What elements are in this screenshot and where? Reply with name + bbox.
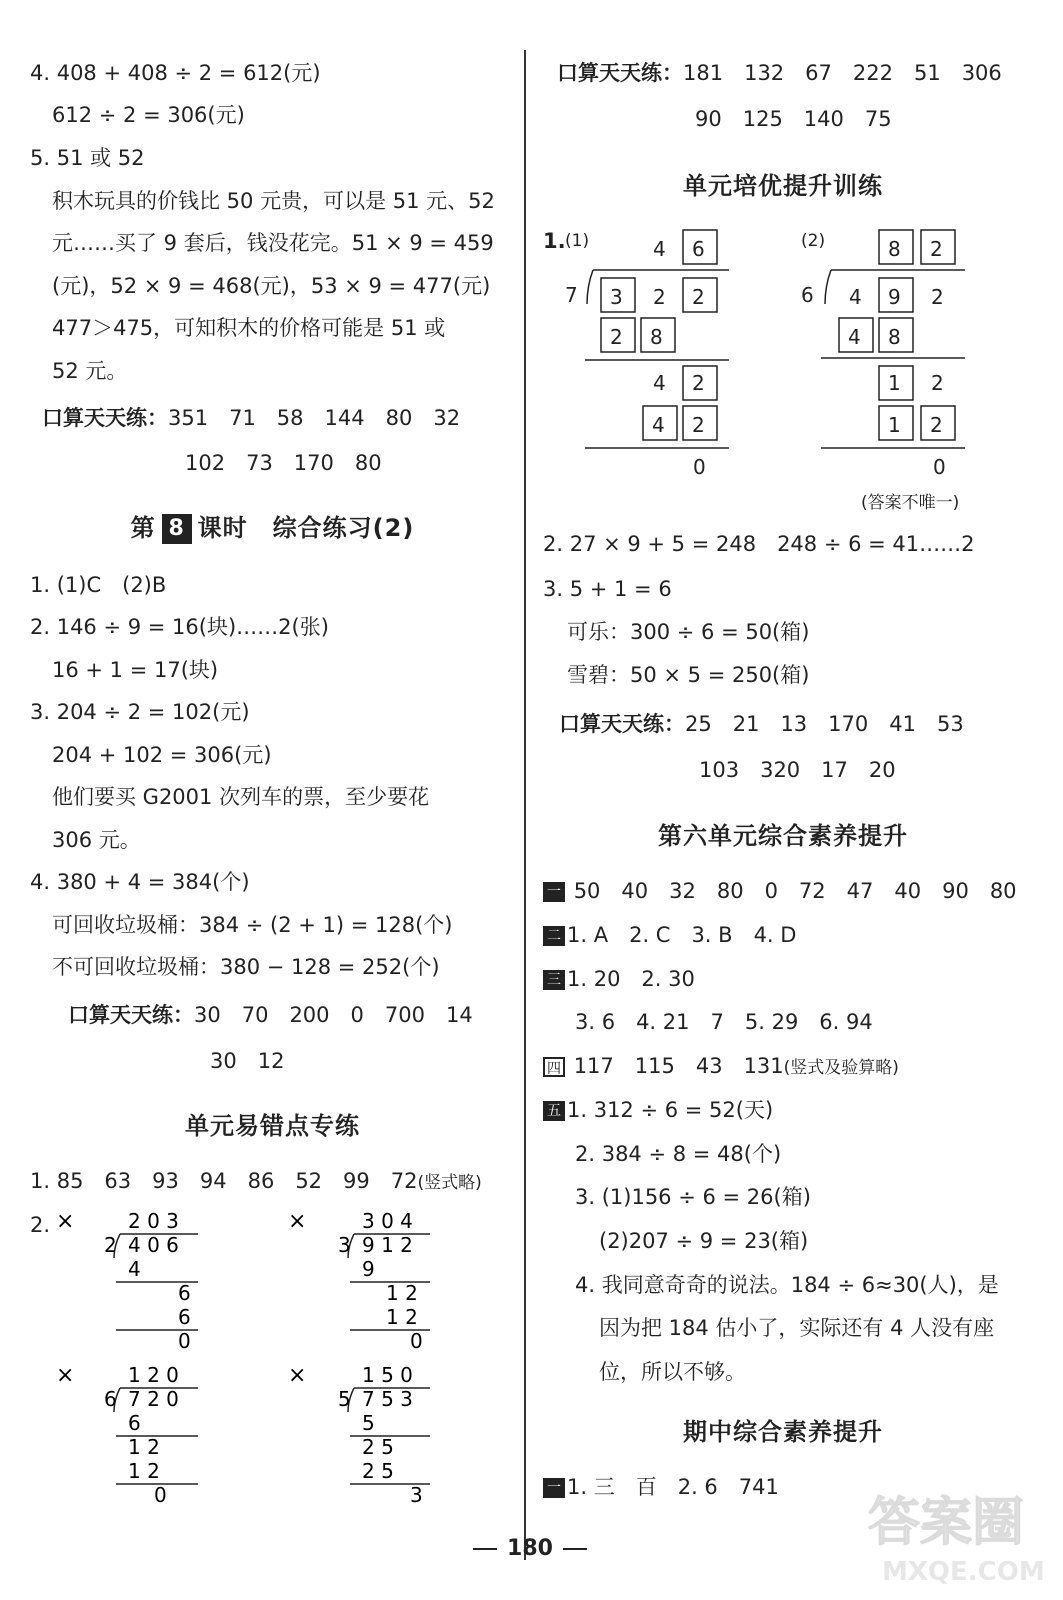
long-division-d	[288, 1363, 430, 1507]
answer-line: 积木玩具的价钱比 50 元贵，可以是 51 元、52	[52, 189, 495, 213]
division-step: 5	[362, 1411, 375, 1435]
answer-line: (元)，52 × 9 = 468(元)，53 × 9 = 477(元)	[52, 274, 491, 298]
cross-mark: ×	[288, 1363, 307, 1388]
division-divisor: 5	[338, 1387, 351, 1411]
column-divider	[524, 50, 526, 1560]
division-step: 1 2	[128, 1459, 160, 1483]
answer-note: (竖式及验算略)	[783, 1058, 899, 1078]
section-title-advanced: 单元培优提升训练	[683, 172, 883, 200]
section-title-prefix: 第	[130, 514, 156, 542]
digit-box: 6	[692, 237, 705, 261]
division-remainder: 0	[933, 455, 946, 479]
answer-values: 1. 三 百 2. 6 741	[567, 1475, 779, 1499]
division-remainder: 0	[410, 1329, 423, 1353]
answer-line: 他们要买 G2001 次列车的票，至少要花	[52, 785, 430, 809]
division-dividend: 9 1 2	[362, 1233, 413, 1257]
answer-row-part-2	[543, 920, 796, 950]
oral-practice-4	[559, 709, 964, 739]
division-step: 9	[362, 1257, 375, 1281]
oral-practice-label: 口算天天练：	[557, 61, 683, 85]
answer-line: 477＞475，可知积木的价格可能是 51 或	[52, 316, 446, 340]
answer-line: 612 ÷ 2 = 306(元)	[52, 103, 245, 127]
answer-line: 因为把 184 估小了，实际还有 4 人没有座	[599, 1316, 995, 1340]
question-number: 1.	[543, 229, 566, 253]
division-step: 6	[178, 1281, 191, 1305]
answer-line: 52 元。	[52, 359, 128, 383]
digit-box-divisions	[543, 220, 1043, 520]
answer-row-midterm-1	[543, 1472, 779, 1502]
watermark-url: MXQE.COM	[882, 1557, 1045, 1587]
long-division-b	[288, 1209, 430, 1353]
section-title-midterm: 期中综合素养提升	[683, 1418, 883, 1446]
answer-values: 50 40 32 80 0 72 47 40 90 80	[573, 879, 1017, 903]
oral-practice-label: 口算天天练：	[559, 712, 685, 736]
answer-line: 2. 146 ÷ 9 = 16(块)……2(张)	[30, 615, 329, 639]
oral-practice-1	[42, 403, 460, 433]
long-division-a	[56, 1209, 198, 1353]
answer-line: 204 + 102 = 306(元)	[52, 743, 272, 767]
division-step: 6	[178, 1305, 191, 1329]
division-step: 2 5	[362, 1459, 394, 1483]
answer-values: 1. 312 ÷ 6 = 52(天)	[567, 1098, 774, 1122]
cross-mark: ×	[56, 1363, 75, 1388]
answer-line: (2)207 ÷ 9 = 23(箱)	[599, 1229, 809, 1253]
part-marker: 一	[543, 882, 565, 902]
page-number	[460, 1536, 600, 1561]
oral-practice-3	[557, 58, 1002, 88]
division-step: 2 5	[362, 1435, 394, 1459]
division-step: 1 2	[386, 1281, 418, 1305]
part-marker: 四	[543, 1057, 565, 1077]
division-step: 1 2	[386, 1305, 418, 1329]
answer-line: 2. 27 × 9 + 5 = 248 248 ÷ 6 = 41……2	[543, 532, 975, 556]
answer-line: 元……买了 9 套后，钱没花完。51 × 9 = 459	[52, 231, 494, 255]
division-remainder: 0	[693, 455, 706, 479]
answer-row-part-1	[543, 876, 1017, 906]
digit-box: 2	[610, 325, 623, 349]
answer-line: 2. 384 ÷ 8 = 48(个)	[575, 1142, 782, 1166]
oral-practice-label: 口算天天练：	[42, 406, 168, 430]
answer-values: 1. 20 2. 30	[567, 967, 695, 991]
answer-row-part-3	[543, 964, 695, 994]
answer-line: 3. 6 4. 21 7 5. 29 6. 94	[575, 1010, 873, 1034]
oral-practice-values: 181 132 67 222 51 306	[683, 61, 1002, 85]
division-divisor: 2	[104, 1233, 117, 1257]
digit-box: 4	[652, 413, 665, 437]
digit-box: 2	[692, 413, 705, 437]
question-number: 2.	[30, 1213, 51, 1237]
division-divisor: 6	[104, 1387, 117, 1411]
division-dividend: 4 0 6	[128, 1233, 179, 1257]
answer-line	[30, 1166, 482, 1196]
answer-row-part-5	[543, 1095, 773, 1125]
division-quotient: 1 2 0	[128, 1363, 179, 1387]
answer-line: 4. 408 + 408 ÷ 2 = 612(元)	[30, 61, 321, 85]
digit-box: 1	[888, 371, 901, 395]
digit-box: 9	[888, 285, 901, 309]
subquestion-label: (1)	[565, 231, 590, 251]
oral-practice-values: 90 125 140 75	[695, 107, 892, 131]
oral-practice-values: 103 320 17 20	[699, 758, 896, 782]
section-title-unit-six: 第六单元综合素养提升	[658, 822, 908, 850]
answer-line: 4. 我同意奇奇的说法。184 ÷ 6≈30(人)，是	[575, 1273, 999, 1297]
oral-practice-values: 102 73 170 80	[185, 451, 382, 475]
cross-mark: ×	[288, 1209, 307, 1234]
digit-box: 2	[692, 371, 705, 395]
digit: 4	[653, 371, 666, 395]
oral-practice-values: 30 70 200 0 700 14	[194, 1003, 473, 1027]
answer-values: 1. A 2. C 3. B 4. D	[567, 923, 797, 947]
division-divisor: 3	[338, 1233, 351, 1257]
oral-practice-values: 351 71 58 144 80 32	[168, 406, 461, 430]
answer-line: 3. (1)156 ÷ 6 = 26(箱)	[575, 1185, 811, 1209]
answer-line: 可乐：300 ÷ 6 = 50(箱)	[567, 620, 810, 644]
division-dividend: 7 2 0	[128, 1387, 179, 1411]
watermark-text: 答案圈	[868, 1493, 1025, 1553]
answer-line: 306 元。	[52, 828, 141, 852]
digit-box: 2	[930, 413, 943, 437]
oral-practice-values: 25 21 13 170 41 53	[685, 712, 964, 736]
division-quotient: 2 0 3	[128, 1209, 179, 1233]
subquestion-label: (2)	[801, 231, 826, 251]
division-remainder: 3	[410, 1483, 423, 1507]
digit: 2	[653, 285, 666, 309]
answer-values: 117 115 43 131	[573, 1054, 784, 1078]
part-marker: 三	[543, 970, 565, 990]
page-number-text: 180	[507, 1536, 553, 1561]
digit: 2	[931, 285, 944, 309]
answer-line: 1. (1)C (2)B	[30, 573, 167, 597]
watermark-logo	[858, 1480, 1048, 1590]
answer-values: 1. 85 63 93 94 86 52 99 72	[30, 1169, 418, 1193]
answer-line: 3. 5 + 1 = 6	[543, 577, 672, 601]
oral-practice-label: 口算天天练：	[68, 1003, 194, 1027]
digit-box: 2	[692, 285, 705, 309]
division-quotient: 1 5 0	[362, 1363, 413, 1387]
answer-line: 可回收垃圾桶：384 ÷ (2 + 1) = 128(个)	[52, 913, 453, 937]
division-divisor: 6	[801, 283, 814, 307]
part-marker: 二	[543, 926, 565, 946]
answer-line: 4. 380 + 4 = 384(个)	[30, 870, 250, 894]
oral-practice-values: 30 12	[210, 1049, 285, 1073]
digit-box: 4	[848, 325, 861, 349]
digit: 2	[931, 371, 944, 395]
answer-line: 不可回收垃圾桶：380 − 128 = 252(个)	[52, 955, 440, 979]
division-step: 6	[128, 1411, 141, 1435]
answer-note: (竖式略)	[417, 1173, 482, 1193]
division-dividend: 7 5 3	[362, 1387, 413, 1411]
answer-line: 16 + 1 = 17(块)	[52, 658, 219, 682]
division-remainder: 0	[154, 1483, 167, 1507]
digit-box: 8	[888, 237, 901, 261]
part-marker: 一	[543, 1478, 565, 1498]
division-divisor: 7	[565, 283, 578, 307]
division-step: 4	[128, 1257, 141, 1281]
division-quotient: 3 0 4	[362, 1209, 413, 1233]
answer-row-part-4	[543, 1051, 899, 1081]
answer-line: 3. 204 ÷ 2 = 102(元)	[30, 700, 250, 724]
error-practice-divisions	[30, 1200, 515, 1520]
digit-box: 2	[930, 237, 943, 261]
answer-note: (答案不唯一)	[861, 493, 960, 513]
digit-box: 8	[650, 325, 663, 349]
answer-line: 雪碧：50 × 5 = 250(箱)	[567, 663, 810, 687]
division-remainder: 0	[178, 1329, 191, 1353]
answer-line: 5. 51 或 52	[30, 146, 145, 170]
digit-box: 1	[888, 413, 901, 437]
lesson-number-badge: 8	[162, 514, 192, 544]
section-title-text: 课时 综合练习(2)	[197, 514, 415, 542]
oral-practice-2	[68, 1000, 473, 1030]
digit-box: 3	[610, 285, 623, 309]
section-title-lesson-8	[30, 508, 515, 544]
digit: 4	[653, 237, 666, 261]
division-step: 1 2	[128, 1435, 160, 1459]
digit: 4	[849, 285, 862, 309]
answer-line: 位，所以不够。	[599, 1360, 746, 1384]
cross-mark: ×	[56, 1209, 75, 1234]
part-marker: 五	[543, 1101, 565, 1121]
long-division-c	[56, 1363, 198, 1507]
digit-box: 8	[888, 325, 901, 349]
section-title-error-practice: 单元易错点专练	[185, 1112, 360, 1140]
